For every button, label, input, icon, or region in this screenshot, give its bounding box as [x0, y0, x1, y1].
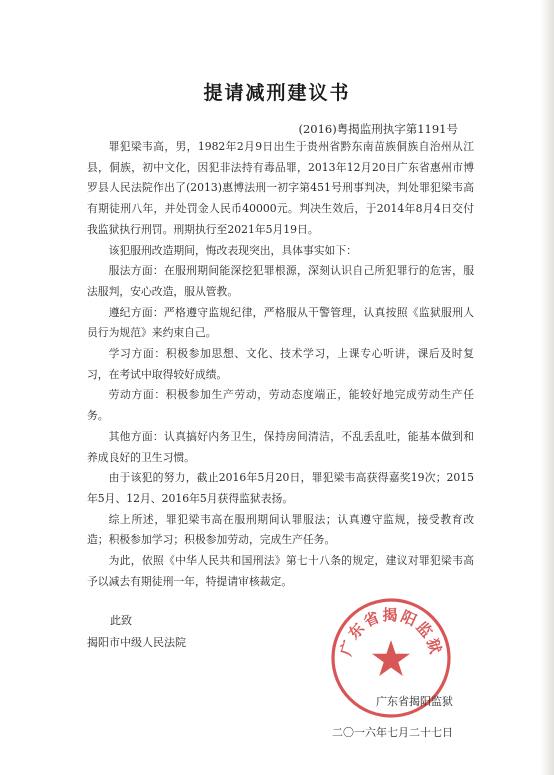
seal-text: 广东省揭阳监狱 — [336, 606, 446, 658]
document-date: 二〇一六年七月二十七日 — [332, 726, 453, 739]
paragraph-rewards: 由于该犯的努力，截止2016年5月20日，罪犯梁韦高获得嘉奖19次；2015年5月、12月、2016年5月获得监狱表扬。 — [87, 471, 474, 505]
paragraph-labor: 劳动方面：积极参加生产劳动，劳动态度端正，能较好地完成劳动生产任务。 — [87, 388, 474, 423]
page-edge-shadow — [540, 0, 554, 775]
paragraph-summary: 该犯服刑改造期间，悔改表现突出，具体事实如下： — [108, 243, 357, 257]
paragraph-law-abiding: 服法方面：在服刑期间能深挖犯罪根源，深刻认识自己所犯罪行的危害，服法服判，安心改造，服从管教。 — [87, 264, 474, 298]
document-title: 提请减刑建议书 — [203, 82, 351, 104]
closing-recipient: 揭阳市中级人民法院 — [87, 636, 186, 649]
document-number: (2016)粤揭监刑执字第1191号 — [298, 122, 458, 136]
signer-name: 广东省揭阳监狱 — [376, 695, 453, 708]
paragraph-other: 其他方面：认真搞好内务卫生，保持房间清洁，不乱丢乱吐，能基本做到和养成良好的卫生习惯。 — [87, 429, 474, 464]
paragraph-conclusion: 综上所述，罪犯梁韦高在服刑期间认罪服法；认真遵守监规，接受教育改造；积极参加学习；积极参加劳动，完成生产任务。 — [87, 512, 474, 547]
paragraph-discipline: 遵纪方面：严格遵守监规纪律，严格服从干警管理，认真按照《监狱服刑人员行为规范》来约束自己。 — [87, 305, 474, 340]
paragraph-criminal-info: 罪犯梁韦高，男，1982年2月9日出生于贵州省黔东南苗族侗族自治州从江县，侗族，初中文化，因犯非法持有毒品罪，2013年12月20日广东省惠州市博罗县人民法院作出了(2013)惠博法刑一初字第451号刑事判决，判处罪犯梁韦高有期徒刑八年，并处罚金人民币40000元。判决生效后，于2014年8月4日交付我监狱执行刑罚。刑期执行至2021年5月19日。 — [87, 140, 474, 236]
document-body — [87, 137, 474, 592]
paragraph-study: 学习方面：积极参加思想、文化、技术学习，上课专心听讲，课后及时复习，在考试中取得较好成绩。 — [87, 347, 474, 381]
paragraph-recommendation: 为此，依照《中华人民共和国刑法》第七十八条的规定，建议对罪犯梁韦高予以减去有期徒刑一年，特提请审核裁定。 — [87, 554, 474, 588]
closing-salutation: 此致 — [110, 614, 132, 627]
